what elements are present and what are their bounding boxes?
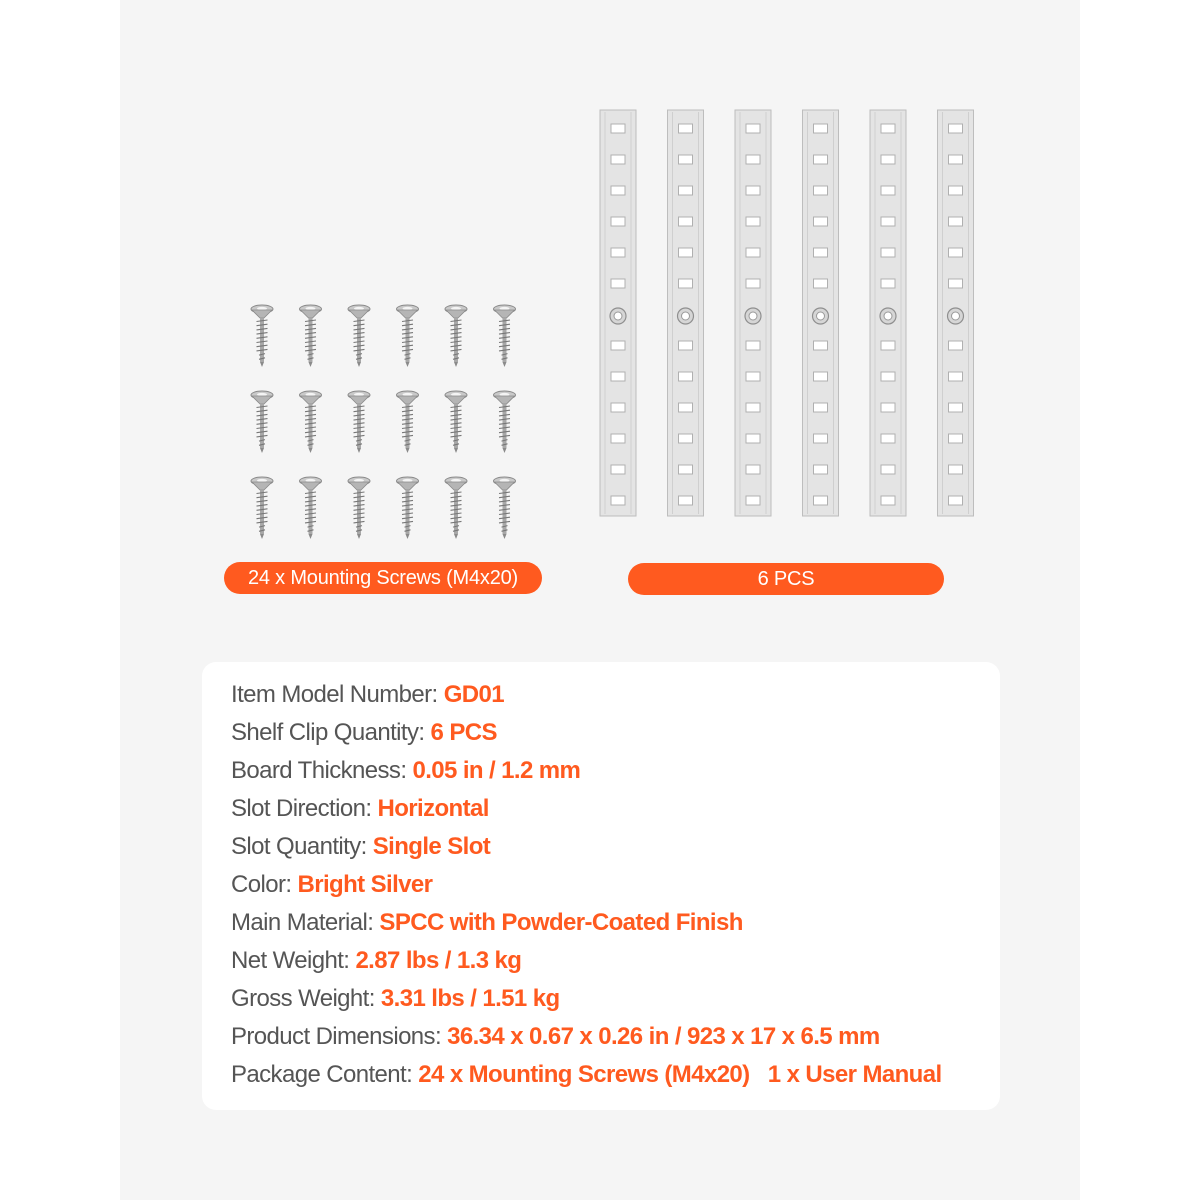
- spec-row: [231, 1018, 942, 1056]
- rail-slot: [881, 217, 895, 226]
- shelf-rail: [870, 110, 906, 516]
- rail-slot: [949, 434, 963, 443]
- rail-slot: [814, 186, 828, 195]
- rail-slot: [611, 186, 625, 195]
- screw-icon: [300, 391, 322, 453]
- rail-slot: [679, 279, 693, 288]
- screw-icon: [300, 477, 322, 539]
- rail-slot: [949, 403, 963, 412]
- rail-slot: [881, 248, 895, 257]
- spec-row: [231, 904, 942, 942]
- rail-slot: [814, 403, 828, 412]
- rail-slot: [814, 496, 828, 505]
- rail-slot: [881, 341, 895, 350]
- screw-icon: [397, 391, 419, 453]
- rail-slot: [949, 279, 963, 288]
- rail-slot: [611, 372, 625, 381]
- rail-slot: [746, 403, 760, 412]
- rail-slot: [881, 496, 895, 505]
- mounting-screws-illustration: [236, 296, 526, 546]
- spec-value: 2.87 lbs / 1.3 kg: [355, 947, 522, 974]
- rail-slot: [611, 341, 625, 350]
- spec-label: Color:: [231, 871, 292, 898]
- rail-slot: [611, 434, 625, 443]
- shelf-rail: [803, 110, 839, 516]
- rail-slot: [679, 248, 693, 257]
- spec-row: [231, 676, 942, 714]
- rail-slot: [949, 217, 963, 226]
- rail-slot: [746, 372, 760, 381]
- spec-label: Package Content:: [231, 1061, 413, 1088]
- screw-icon: [300, 305, 322, 367]
- rail-slot: [679, 186, 693, 195]
- rail-slot: [611, 248, 625, 257]
- spec-value: 24 x Mounting Screws (M4x20) 1 x User Manual: [418, 1061, 942, 1088]
- spec-label: Item Model Number:: [231, 681, 438, 708]
- rails-quantity-badge: 6 PCS: [628, 563, 944, 595]
- rail-slot: [881, 124, 895, 133]
- rail-slot: [881, 465, 895, 474]
- rail-slot: [814, 248, 828, 257]
- rail-slot: [881, 372, 895, 381]
- rail-slot: [881, 403, 895, 412]
- rail-slot: [814, 465, 828, 474]
- spec-row: [231, 942, 942, 980]
- spec-row: [231, 714, 942, 752]
- screw-icon: [445, 391, 467, 453]
- rail-slot: [746, 434, 760, 443]
- rail-slot: [881, 434, 895, 443]
- rail-slot: [881, 155, 895, 164]
- screw-icon: [251, 391, 273, 453]
- screw-icon: [251, 305, 273, 367]
- screw-icon: [494, 305, 516, 367]
- rail-slot: [949, 248, 963, 257]
- screw-icon: [494, 391, 516, 453]
- rail-slot: [814, 217, 828, 226]
- screw-icon: [397, 477, 419, 539]
- shelf-rails-illustration: [590, 100, 990, 530]
- rail-slot: [949, 372, 963, 381]
- rail-slot: [949, 341, 963, 350]
- spec-label: Net Weight:: [231, 947, 350, 974]
- spec-row: [231, 752, 942, 790]
- spec-value: 6 PCS: [430, 719, 497, 746]
- spec-label: Shelf Clip Quantity:: [231, 719, 425, 746]
- rail-slot: [814, 372, 828, 381]
- spec-label: Main Material:: [231, 909, 374, 936]
- rail-slot: [814, 155, 828, 164]
- rail-slot: [746, 248, 760, 257]
- rail-slot: [814, 434, 828, 443]
- rail-slot: [746, 186, 760, 195]
- rail-slot: [679, 465, 693, 474]
- rail-slot: [949, 124, 963, 133]
- shelf-rail: [668, 110, 704, 516]
- spec-row: [231, 1056, 942, 1094]
- screw-icon: [397, 305, 419, 367]
- screw-icon: [494, 477, 516, 539]
- specifications-list: [231, 676, 942, 1094]
- spec-value: GD01: [443, 681, 504, 708]
- spec-value: Horizontal: [377, 795, 489, 822]
- spec-row: [231, 980, 942, 1018]
- rail-slot: [611, 279, 625, 288]
- rail-slot: [746, 155, 760, 164]
- spec-row: [231, 790, 942, 828]
- spec-value: SPCC with Powder-Coated Finish: [379, 909, 743, 936]
- spec-value: 0.05 in / 1.2 mm: [412, 757, 581, 784]
- rail-slot: [611, 496, 625, 505]
- rail-slot: [746, 496, 760, 505]
- spec-label: Product Dimensions:: [231, 1023, 442, 1050]
- rail-slot: [611, 465, 625, 474]
- rail-slot: [679, 434, 693, 443]
- rail-slot: [679, 372, 693, 381]
- spec-value: 3.31 lbs / 1.51 kg: [380, 985, 560, 1012]
- rail-slot: [746, 341, 760, 350]
- rail-slot: [746, 279, 760, 288]
- rail-slot: [679, 403, 693, 412]
- rail-slot: [949, 496, 963, 505]
- spec-label: Board Thickness:: [231, 757, 407, 784]
- rail-slot: [679, 496, 693, 505]
- rail-slot: [746, 217, 760, 226]
- spec-value: Bright Silver: [297, 871, 433, 898]
- rail-slot: [881, 186, 895, 195]
- rail-slot: [949, 186, 963, 195]
- spec-row: [231, 866, 942, 904]
- spec-row: [231, 828, 942, 866]
- screw-icon: [348, 391, 370, 453]
- shelf-rail: [735, 110, 771, 516]
- shelf-rail: [938, 110, 974, 516]
- rail-slot: [679, 124, 693, 133]
- spec-value: 36.34 x 0.67 x 0.26 in / 923 x 17 x 6.5 mm: [447, 1023, 880, 1050]
- spec-label: Gross Weight:: [231, 985, 375, 1012]
- rail-slot: [611, 217, 625, 226]
- screw-icon: [445, 477, 467, 539]
- rail-slot: [814, 279, 828, 288]
- rail-slot: [611, 155, 625, 164]
- rail-slot: [679, 155, 693, 164]
- rail-slot: [949, 465, 963, 474]
- rail-slot: [949, 155, 963, 164]
- screw-icon: [348, 477, 370, 539]
- screw-icon: [251, 477, 273, 539]
- rail-slot: [611, 124, 625, 133]
- shelf-rail: [600, 110, 636, 516]
- specifications-card: [202, 662, 1000, 1110]
- rail-slot: [746, 465, 760, 474]
- rail-slot: [881, 279, 895, 288]
- rail-slot: [611, 403, 625, 412]
- rail-slot: [679, 217, 693, 226]
- spec-value: Single Slot: [372, 833, 491, 860]
- screws-quantity-badge: 24 x Mounting Screws (M4x20): [224, 562, 542, 594]
- spec-label: Slot Quantity:: [231, 833, 367, 860]
- rail-slot: [746, 124, 760, 133]
- screw-icon: [348, 305, 370, 367]
- rail-slot: [814, 341, 828, 350]
- rail-slot: [679, 341, 693, 350]
- screw-icon: [445, 305, 467, 367]
- spec-label: Slot Direction:: [231, 795, 372, 822]
- rail-slot: [814, 124, 828, 133]
